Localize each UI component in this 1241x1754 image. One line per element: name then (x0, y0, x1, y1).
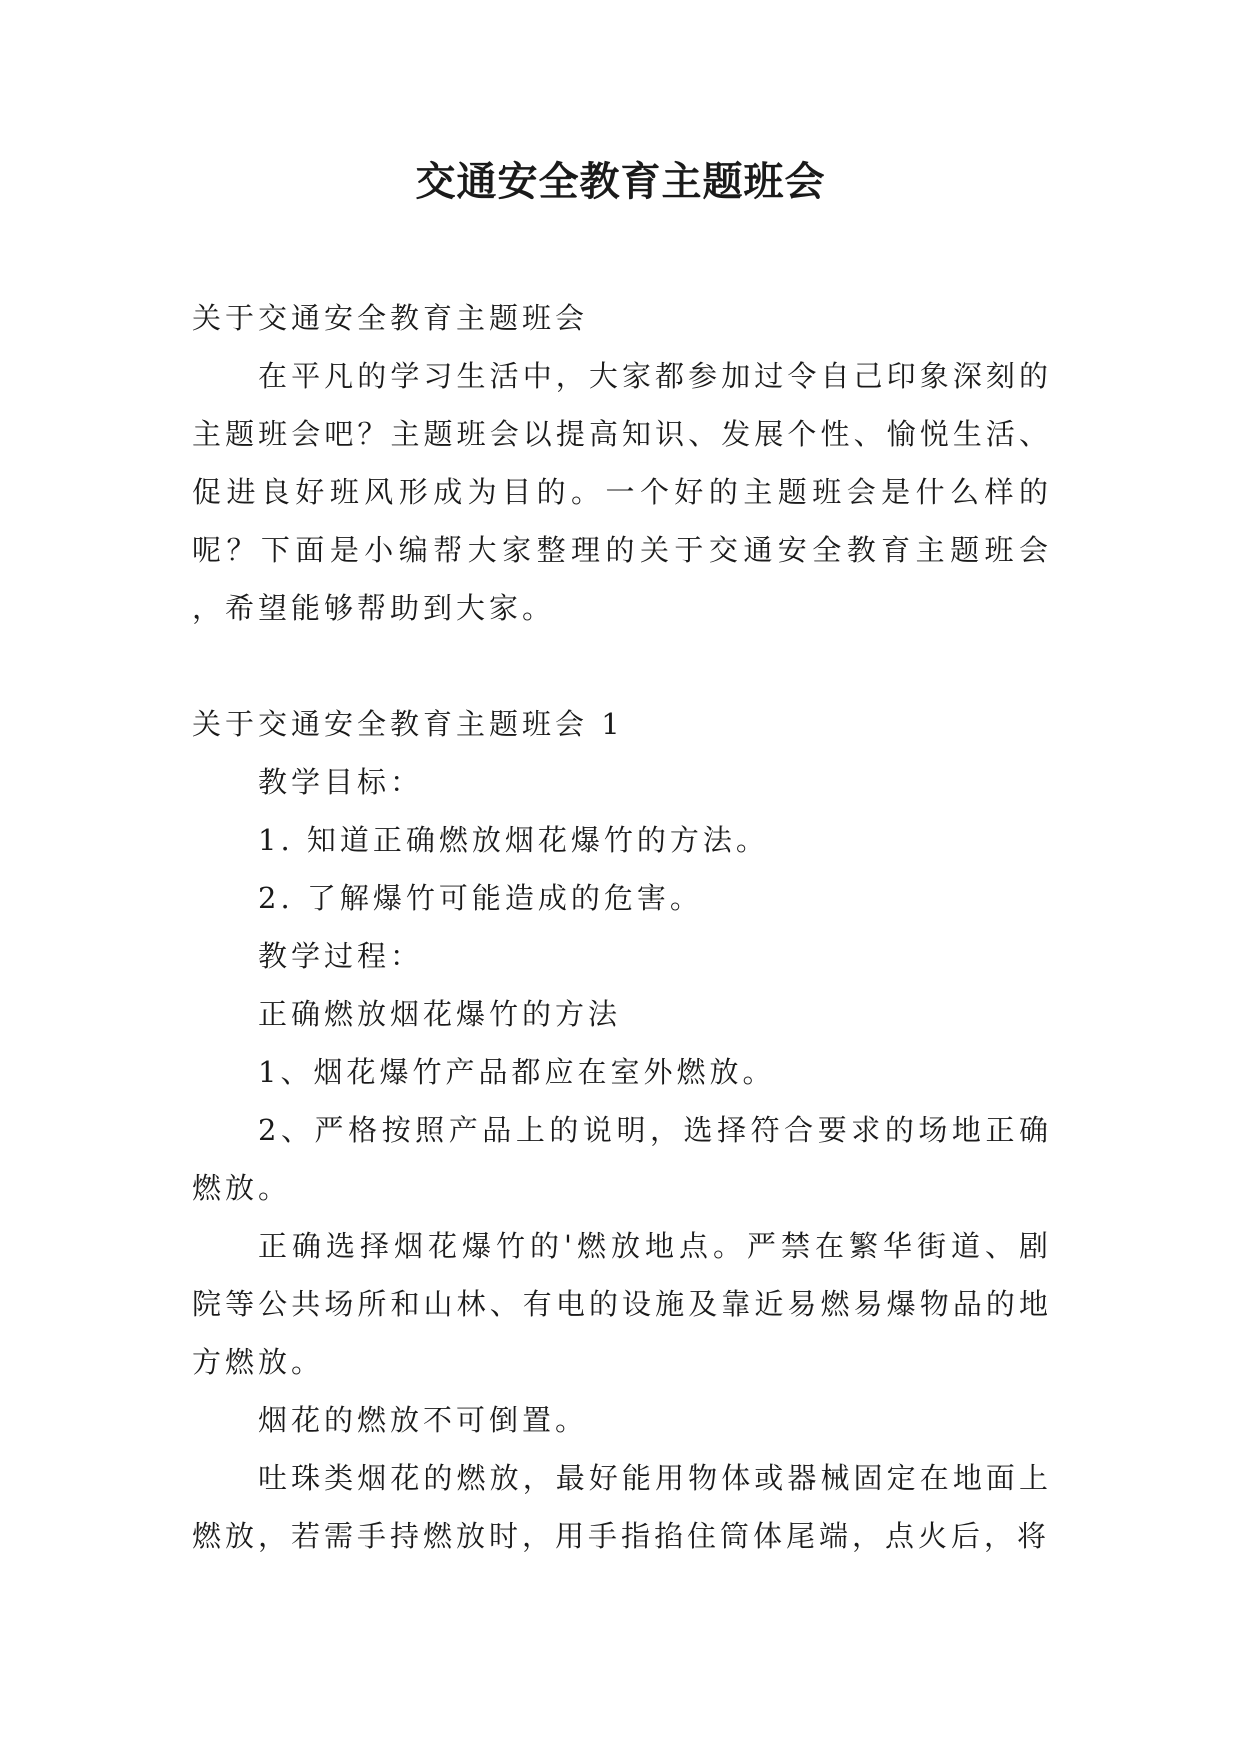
list-item: 1. 知道正确燃放烟花爆竹的方法。 (258, 823, 769, 857)
section-heading: 关于交通安全教育主题班会 1 (192, 707, 624, 741)
list-item: 2. 了解爆竹可能造成的危害。 (258, 881, 703, 915)
subheading-method: 正确燃放烟花爆竹的方法 (258, 997, 622, 1031)
body-paragraph: 烟花的燃放不可倒置。 (258, 1403, 589, 1437)
subheading-teaching-goals: 教学目标： (258, 765, 424, 799)
document-title: 交通安全教育主题班会 (415, 158, 826, 205)
list-item: 2、严格按照产品上的说明，选择符合要求的场地正确燃放。 (192, 1113, 1052, 1205)
section-heading: 关于交通安全教育主题班会 (192, 301, 589, 335)
subheading-teaching-process: 教学过程： (258, 939, 424, 973)
body-paragraph: 吐珠类烟花的燃放，最好能用物体或器械固定在地面上燃放，若需手持燃放时，用手指掐住筒体尾端，点火后，将 (192, 1461, 1052, 1553)
intro-paragraph: 在平凡的学习生活中，大家都参加过令自己印象深刻的主题班会吧？主题班会以提高知识、发展个性、愉悦生活、促进良好班风形成为目的。一个好的主题班会是什么样的呢？下面是小编帮大家整理的关于交通安全教育主题班会 ，希望能够帮助到大家。 (192, 359, 1052, 625)
body-paragraph: 正确选择烟花爆竹的'燃放地点。严禁在繁华街道、剧院等公共场所和山林、有电的设施及靠近易燃易爆物品的地方燃放。 (192, 1229, 1052, 1379)
list-item: 1、烟花爆竹产品都应在室外燃放。 (258, 1055, 776, 1089)
document-body (192, 289, 1052, 1565)
